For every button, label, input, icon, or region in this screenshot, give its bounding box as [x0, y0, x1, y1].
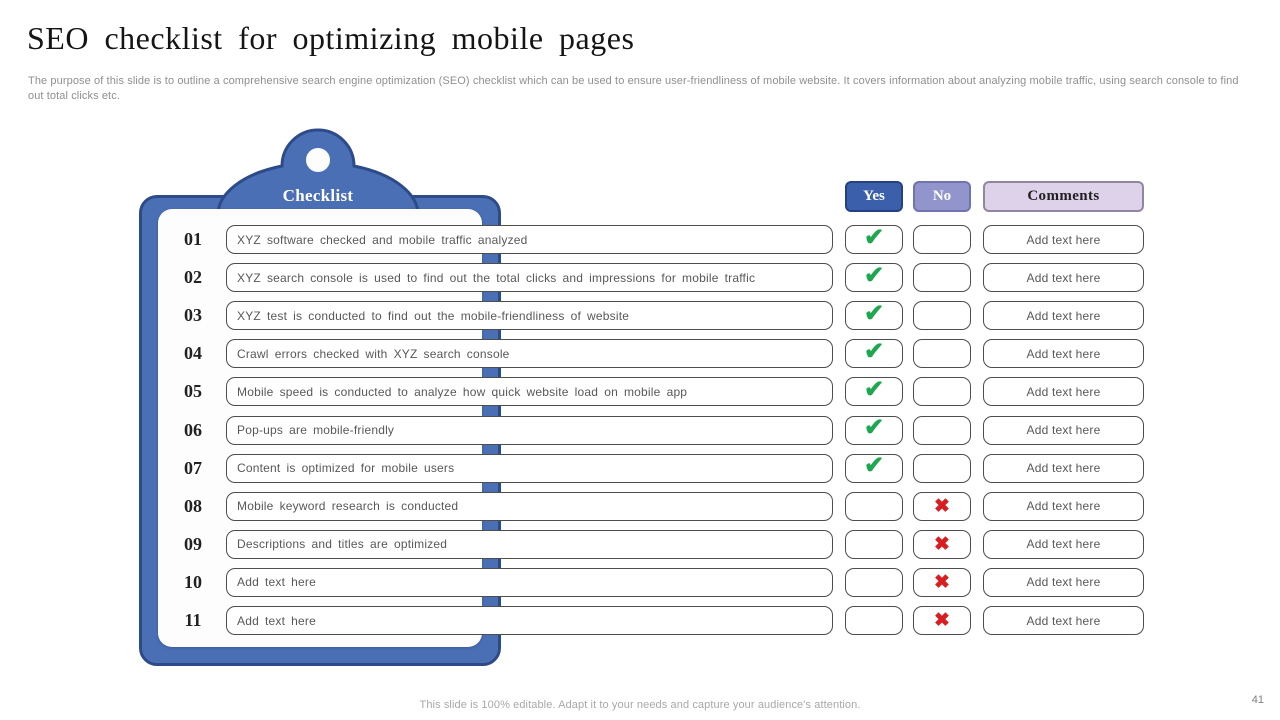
- cross-icon: ✖: [934, 495, 950, 517]
- no-checkbox[interactable]: [913, 416, 971, 445]
- comment-textbox[interactable]: Add text here: [983, 263, 1144, 292]
- row-number: 02: [184, 267, 202, 288]
- no-column-header: No: [913, 181, 971, 212]
- no-checkbox[interactable]: [913, 492, 971, 521]
- yes-checkbox[interactable]: [845, 377, 903, 406]
- row-number: 09: [184, 533, 202, 554]
- table-row: [0, 301, 1280, 330]
- comment-textbox[interactable]: Add text here: [983, 416, 1144, 445]
- yes-column-header: Yes: [845, 181, 903, 212]
- no-checkbox[interactable]: [913, 454, 971, 483]
- yes-checkbox[interactable]: [845, 530, 903, 559]
- item-textbox[interactable]: XYZ test is conducted to find out the mobile-friendliness of website: [226, 301, 833, 330]
- row-number: 08: [184, 495, 202, 516]
- cross-icon: ✖: [934, 610, 950, 631]
- check-icon: ✔: [863, 299, 885, 327]
- row-number: 04: [184, 343, 202, 364]
- item-textbox[interactable]: Add text here: [226, 568, 833, 597]
- row-number: 03: [184, 305, 202, 326]
- comment-textbox[interactable]: Add text here: [983, 225, 1144, 254]
- table-row: [0, 568, 1280, 597]
- item-textbox[interactable]: Descriptions and titles are optimized: [226, 530, 833, 559]
- item-textbox[interactable]: Mobile speed is conducted to analyze how quick website load on mobile app: [226, 377, 833, 406]
- item-textbox[interactable]: XYZ search console is used to find out the total clicks and impressions for mobile traffic: [226, 263, 833, 292]
- item-textbox[interactable]: Content is optimized for mobile users: [226, 454, 833, 483]
- table-row: [0, 377, 1280, 406]
- comment-textbox[interactable]: Add text here: [983, 530, 1144, 559]
- comment-textbox[interactable]: Add text here: [983, 377, 1144, 406]
- table-row: [0, 530, 1280, 559]
- yes-checkbox[interactable]: [845, 454, 903, 483]
- row-number: 05: [184, 381, 202, 402]
- yes-checkbox[interactable]: [845, 263, 903, 292]
- yes-checkbox[interactable]: [845, 416, 903, 445]
- check-icon: ✔: [863, 223, 885, 251]
- check-icon: ✔: [863, 337, 885, 365]
- yes-checkbox[interactable]: [845, 301, 903, 330]
- no-checkbox[interactable]: [913, 606, 971, 635]
- check-icon: ✔: [863, 414, 885, 441]
- yes-checkbox[interactable]: [845, 606, 903, 635]
- cross-icon: ✖: [934, 571, 950, 593]
- comment-textbox[interactable]: Add text here: [983, 492, 1144, 521]
- item-textbox[interactable]: Add text here: [226, 606, 833, 635]
- check-icon: ✔: [863, 452, 885, 480]
- comment-textbox[interactable]: Add text here: [983, 454, 1144, 483]
- cross-icon: ✖: [934, 533, 950, 555]
- row-number: 07: [184, 457, 202, 478]
- no-checkbox[interactable]: [913, 568, 971, 597]
- comments-column-header: Comments: [983, 181, 1144, 212]
- item-textbox[interactable]: Mobile keyword research is conducted: [226, 492, 833, 521]
- page-subtitle: The purpose of this slide is to outline a comprehensive search engine optimization (SEO) checklist which can be used to ensure user-friendliness of mobile website. It covers information about analyzing mobile traffic, using search console to find out total clicks etc.: [28, 75, 1239, 103]
- no-checkbox[interactable]: [913, 339, 971, 368]
- item-textbox[interactable]: XYZ software checked and mobile traffic analyzed: [226, 225, 833, 254]
- footer-note: This slide is 100% editable. Adapt it to your needs and capture your audience's attention.: [419, 699, 861, 711]
- table-row: [0, 225, 1280, 254]
- checklist-board-title: Checklist: [282, 186, 354, 205]
- check-icon: ✔: [863, 375, 885, 403]
- item-textbox[interactable]: Crawl errors checked with XYZ search console: [226, 339, 833, 368]
- table-row: [0, 492, 1280, 521]
- no-checkbox[interactable]: [913, 530, 971, 559]
- comment-textbox[interactable]: Add text here: [983, 301, 1144, 330]
- no-checkbox[interactable]: [913, 263, 971, 292]
- table-row: [0, 606, 1280, 635]
- row-number: 06: [184, 419, 202, 440]
- comment-textbox[interactable]: Add text here: [983, 339, 1144, 368]
- check-icon: ✔: [863, 261, 885, 289]
- yes-checkbox[interactable]: [845, 225, 903, 254]
- row-number: 10: [184, 571, 202, 592]
- no-checkbox[interactable]: [913, 377, 971, 406]
- comment-textbox[interactable]: Add text here: [983, 568, 1144, 597]
- yes-checkbox[interactable]: [845, 492, 903, 521]
- table-row: [0, 339, 1280, 368]
- no-checkbox[interactable]: [913, 225, 971, 254]
- table-row: [0, 263, 1280, 292]
- row-number: 11: [184, 610, 202, 630]
- row-number: 01: [184, 229, 202, 249]
- page-number: 41: [1251, 694, 1264, 706]
- table-row: [0, 454, 1280, 483]
- yes-checkbox[interactable]: [845, 339, 903, 368]
- item-textbox[interactable]: Pop-ups are mobile-friendly: [226, 416, 833, 445]
- table-row: [0, 416, 1280, 445]
- clip-hole-icon: [306, 148, 330, 172]
- no-checkbox[interactable]: [913, 301, 971, 330]
- comment-textbox[interactable]: Add text here: [983, 606, 1144, 635]
- page-title: SEO checklist for optimizing mobile pages: [27, 20, 635, 56]
- yes-checkbox[interactable]: [845, 568, 903, 597]
